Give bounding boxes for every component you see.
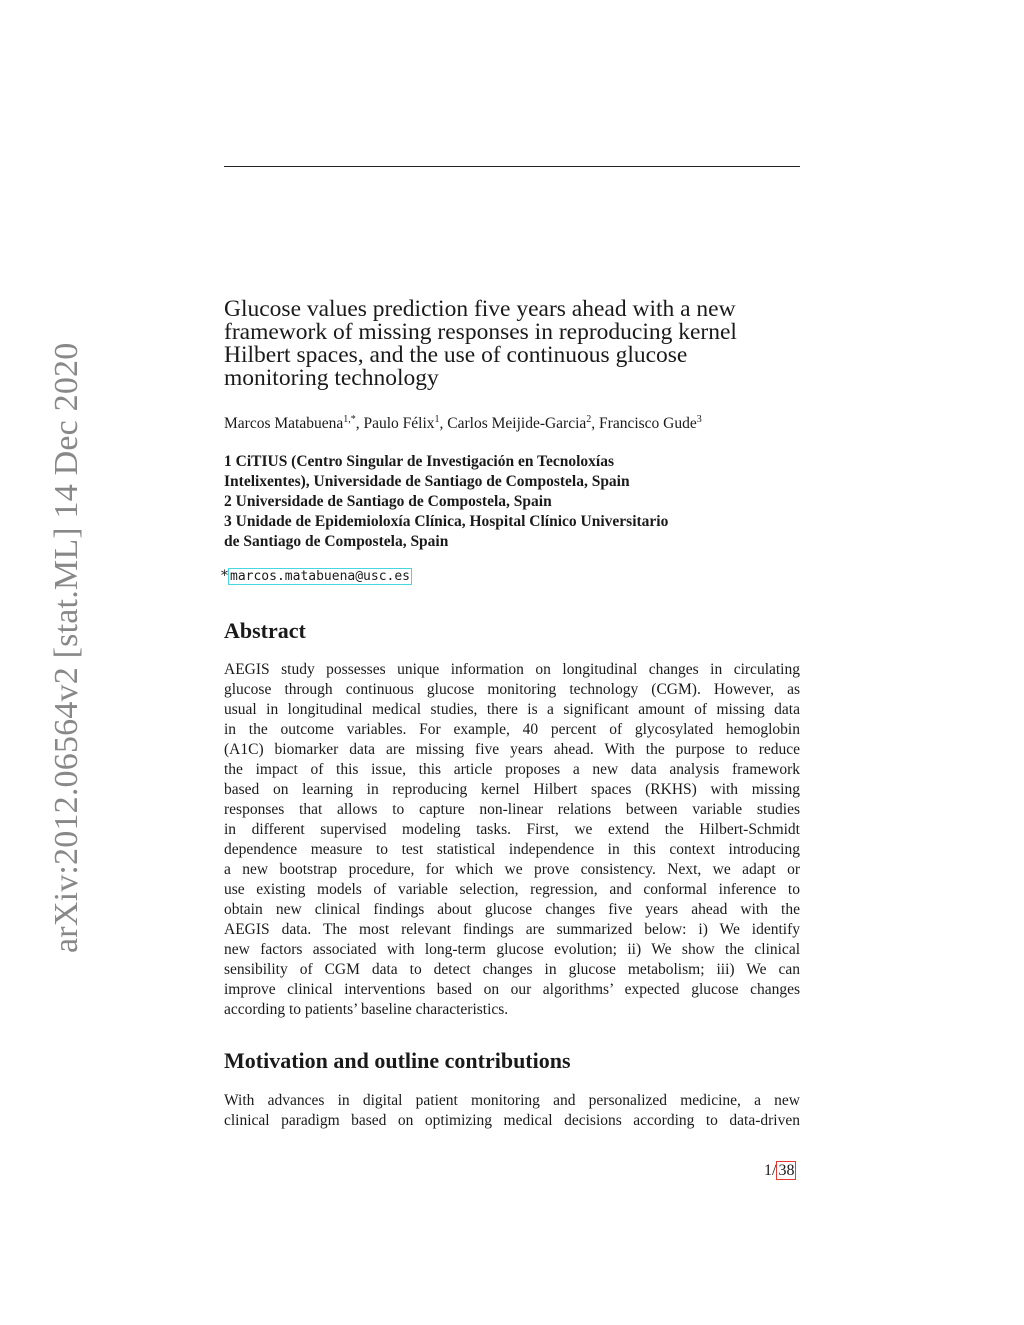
abstract-line: glucose through continuous glucose monitoring technology (CGM). However, as: [224, 681, 800, 698]
abstract-line: in the outcome variables. For example, 40 percent of glycosylated hemoglobin: [224, 721, 800, 738]
abstract-line: AEGIS data. The most relevant findings are summarized below: i) We identify: [224, 921, 800, 938]
title-line: Hilbert spaces, and the use of continuous glucose: [224, 342, 688, 368]
affiliation-line: 1 CiTIUS (Centro Singular de Investigación en Tecnoloxías: [224, 453, 614, 470]
author-list: [224, 414, 702, 433]
abstract-body: [224, 660, 800, 1020]
paper-content: [221, 296, 800, 1129]
arxiv-identifier[interactable]: arXiv:2012.06564v2 [stat.ML] 14 Dec 2020: [48, 342, 85, 953]
paper-title: [224, 298, 800, 390]
page-total-link[interactable]: 38: [778, 1162, 795, 1179]
affiliation-line: Intelixentes), Universidade de Santiago de Compostela, Spain: [224, 473, 630, 490]
author-affiliation-mark: 2: [586, 414, 592, 425]
motivation-line: clinical paradigm based on optimizing medical decisions according to data-driven: [224, 1112, 800, 1129]
abstract-line: the impact of this issue, this article proposes a new data analysis framework: [224, 761, 800, 778]
abstract-heading: Abstract: [224, 618, 306, 643]
page-number: [764, 1162, 796, 1180]
page-current: 1/: [764, 1162, 777, 1179]
abstract-line: new factors associated with long-term glucose evolution; ii) We show the clinical: [224, 941, 800, 958]
abstract-line: according to patients’ baseline characteristics.: [224, 1001, 509, 1018]
affiliation-line: 3 Unidade de Epidemioloxía Clínica, Hospital Clínico Universitario: [224, 513, 669, 530]
motivation-heading: Motivation and outline contributions: [224, 1048, 571, 1073]
abstract-line: (A1C) biomarker data are missing five years ahead. With the purpose to reduce: [224, 741, 800, 758]
abstract-line: AEGIS study possesses unique information on longitudinal changes in circulating: [224, 661, 800, 678]
abstract-line: responses that allows to capture non-linear relations between variable studies: [224, 801, 800, 818]
abstract-line: improve clinical interventions based on our algorithms’ expected glucose changes: [224, 981, 800, 998]
corresponding-email: [221, 568, 412, 584]
email-link[interactable]: marcos.matabuena@usc.es: [230, 569, 411, 584]
abstract-line: use existing models of variable selection, regression, and conformal inference to: [224, 881, 800, 898]
author-name: Paulo Félix: [363, 415, 435, 433]
author-name: Carlos Meijide-Garcia: [447, 415, 587, 433]
affiliation-line: 2 Universidade de Santiago de Compostela, Spain: [224, 493, 552, 510]
motivation-body: [224, 1091, 800, 1131]
header-rule: [224, 166, 800, 167]
abstract-line: sensibility of CGM data to detect changes in glucose metabolism; iii) We can: [224, 961, 800, 978]
abstract-line: dependence measure to test statistical independence in this context introducing: [224, 841, 800, 858]
abstract-line: obtain new clinical findings about glucose changes five years ahead with the: [224, 901, 800, 918]
title-line: monitoring technology: [224, 365, 439, 391]
author-affiliation-mark: 3: [696, 414, 702, 425]
motivation-line: With advances in digital patient monitoring and personalized medicine, a new: [224, 1092, 800, 1109]
title-line: Glucose values prediction five years ahead with a new: [224, 296, 736, 322]
author-separator: ,: [591, 415, 600, 433]
abstract-line: in different supervised modeling tasks. First, we extend the Hilbert-Schmidt: [224, 821, 800, 838]
abstract-line: a new bootstrap procedure, for which we prove consistency. Next, we adapt or: [224, 861, 800, 878]
author-affiliation-mark: 1,*: [343, 414, 356, 425]
abstract-line: usual in longitudinal medical studies, there is a significant amount of missing data: [224, 701, 800, 718]
author-name: Francisco Gude: [599, 415, 697, 433]
affiliation-line: de Santiago de Compostela, Spain: [224, 533, 449, 550]
abstract-line: based on learning in reproducing kernel Hilbert spaces (RKHS) with missing: [224, 781, 800, 798]
author-separator: ,: [355, 415, 364, 433]
affiliations: [224, 452, 668, 552]
title-line: framework of missing responses in reproducing kernel: [224, 319, 737, 345]
email-marker: *: [221, 568, 228, 584]
author-separator: ,: [439, 415, 448, 433]
author-affiliation-mark: 1: [434, 414, 440, 425]
author-name: Marcos Matabuena: [224, 415, 344, 433]
